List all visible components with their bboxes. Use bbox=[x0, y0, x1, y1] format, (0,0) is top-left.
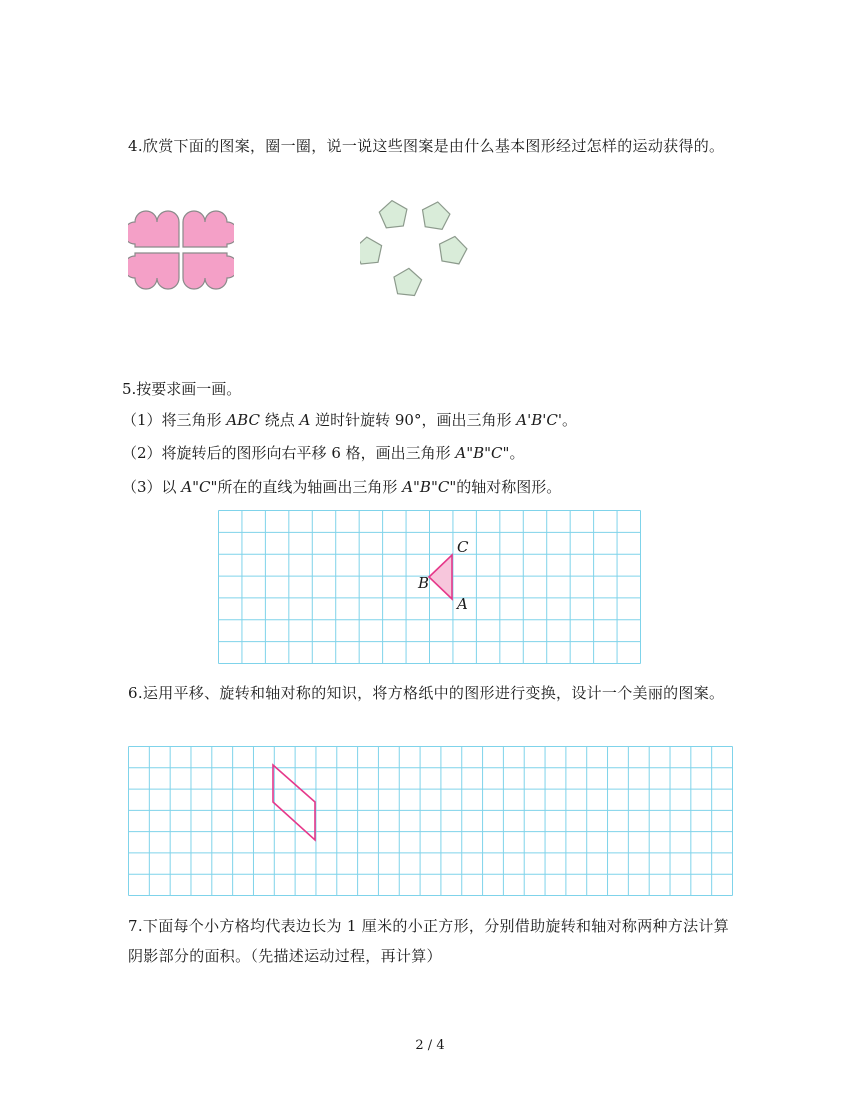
pentagon-tile bbox=[440, 237, 467, 264]
pentagon-tile bbox=[394, 268, 422, 295]
triangle-abc bbox=[429, 555, 452, 599]
vertex-label-c: C bbox=[457, 538, 469, 556]
pentagon-ring-figure bbox=[360, 200, 470, 300]
grid-paper-triangle[interactable] bbox=[218, 510, 642, 665]
pentagon-tile bbox=[379, 201, 407, 228]
heart-petal bbox=[128, 211, 179, 247]
question-6-text: 6.运用平移、旋转和轴对称的知识，将方格纸中的图形进行变换，设计一个美丽的图案。 bbox=[128, 684, 725, 702]
grid-lines bbox=[219, 511, 641, 664]
question-4-text: 4.欣赏下面的图案，圈一圈，说一说这些图案是由什么基本图形经过怎样的运动获得的。 bbox=[128, 137, 725, 155]
question-5-step-2: （2）将旋转后的图形向右平移 6 格，画出三角形 A"B"C"。 bbox=[122, 444, 525, 462]
heart-petal bbox=[128, 253, 179, 289]
heart-petal bbox=[183, 211, 234, 247]
vertex-label-b: B bbox=[418, 574, 430, 592]
page-number: 2 / 4 bbox=[415, 1038, 445, 1053]
question-7-text: 7.下面每个小方格均代表边长为 1 厘米的小正方形，分别借助旋转和轴对称两种方法计算阴影部分的面积。（先描述运动过程，再计算） bbox=[128, 917, 729, 965]
question-5-title: 5.按要求画一画。 bbox=[122, 380, 242, 398]
question-5-step-3: （3）以 A"C"所在的直线为轴画出三角形 A"B"C"的轴对称图形。 bbox=[122, 478, 562, 496]
pentagon-tile bbox=[423, 202, 450, 229]
grid-paper-parallelogram[interactable] bbox=[128, 746, 734, 897]
vertex-label-a: A bbox=[457, 595, 468, 613]
question-5-step-1: （1）将三角形 ABC 绕点 A 逆时针旋转 90°，画出三角形 A'B'C'。 bbox=[122, 411, 577, 429]
heart-pattern-figure bbox=[128, 200, 234, 300]
grid-lines bbox=[129, 747, 733, 896]
pentagon-tile bbox=[360, 237, 382, 264]
heart-petal bbox=[183, 253, 234, 289]
parallelogram-shape bbox=[273, 765, 315, 840]
